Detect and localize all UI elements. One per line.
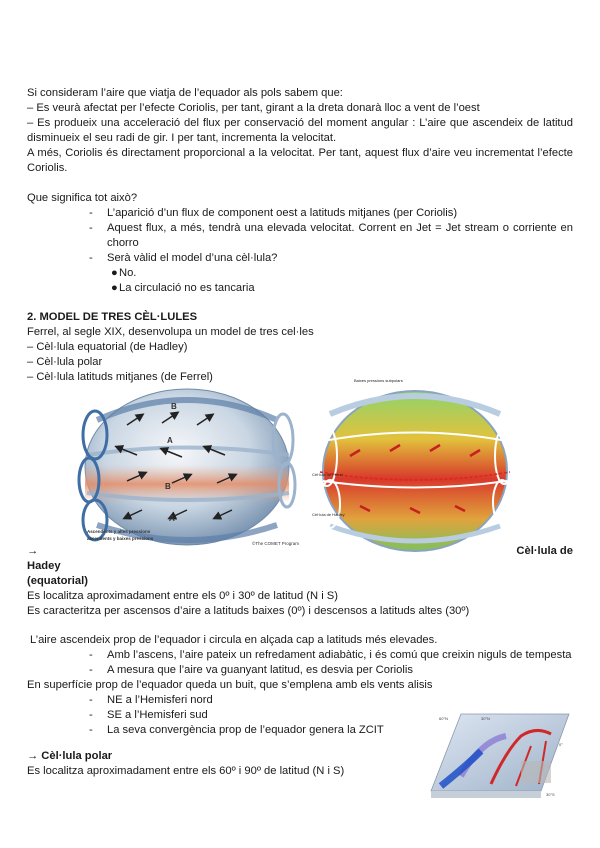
figure3-label-30s: 30°S [546, 792, 555, 797]
polar-title: → Cèl·lula polar [27, 750, 113, 762]
pressure-label-b1: B [171, 402, 177, 411]
three-cell-globe-figure [57, 385, 319, 550]
figure2-label-low: Cèl·lula de Hadley [312, 512, 345, 517]
section2-item-3: – Cèl·lula latituds mitjanes (de Ferrel) [27, 371, 213, 383]
section2-intro: Ferrel, al segle XIX, desenvolupa un model de tres cel·les [27, 326, 314, 338]
hadley-title-line3: (equatorial) [27, 575, 88, 587]
figure3-label-0: 0° [559, 742, 563, 747]
figure2-label-mid: Cèl·lula de Ferrel [312, 472, 343, 477]
pressure-label-b2: B [165, 482, 171, 491]
pressure-label-a2: A [169, 514, 175, 523]
hadley-rise: L’aire ascendeix prop de l’equador i circula en alçada cap a latituds més elevades. [30, 634, 438, 646]
circulation-3d-figure [421, 706, 571, 801]
intro-line-1: Si consideram l’aire que viatja de l’equador als pols sabem que: [27, 87, 343, 99]
hadley-title-line2: Hadey [27, 560, 61, 572]
section2-item-1: – Cèl·lula equatorial (de Hadley) [27, 341, 188, 353]
hadley-arrow: → [27, 545, 39, 557]
pressure-label-a1: A [167, 436, 173, 445]
section2-heading: 2. MODEL DE TRES CÈL·LULES [27, 311, 198, 323]
figure2-label-top: Baixes pressions subpolars [354, 378, 403, 383]
hadley-characteristic: Es caracteritza per ascensos d’aire a latituds baixes (0º) i descensos a latituds altes (30º) [27, 605, 470, 617]
intro-line-4: A més, Coriolis és directament proporcional a la velocitat. Per tant, aquest flux d’aire veu incrementat l’efecte Coriolis. [27, 147, 573, 174]
section2-item-2: – Cèl·lula polar [27, 356, 103, 368]
figure1-caption-1: Ascendents y altes pressions [87, 529, 151, 534]
colored-cell-globe-figure [290, 376, 540, 552]
intro-line-3: – Es produeix una acceleració del flux per conservació del moment angular : L’aire que ascendeix de latitud disminueix el seu radi de gir. I per tant, incrementa la velocitat. [27, 117, 573, 144]
hadley-title-right: Cèl·lula de [516, 545, 573, 557]
figure3-label-30n: 30°N [481, 716, 490, 721]
figure3-label-60n: 60°N [439, 716, 448, 721]
polar-location: Es localitza aproximadament entre els 60º i 90º de latitud (N i S) [27, 765, 345, 777]
hadley-location: Es localitza aproximadament entre els 0º i 30º de latitud (N i S) [27, 590, 338, 602]
hadley-surface: En superfície prop de l’equador queda un buit, que s’emplena amb els vents alisis [27, 679, 433, 691]
figure1-credit: ©The COMET Program [252, 541, 299, 546]
figure1-caption-2: ascendents y baixes pressions [87, 536, 154, 541]
intro-line-2: – Es veurà afectat per l’efecte Coriolis, per tant, girant a la dreta donarà lloc a vent de l’oest [27, 102, 480, 114]
question-title: Que significa tot això? [27, 192, 138, 204]
